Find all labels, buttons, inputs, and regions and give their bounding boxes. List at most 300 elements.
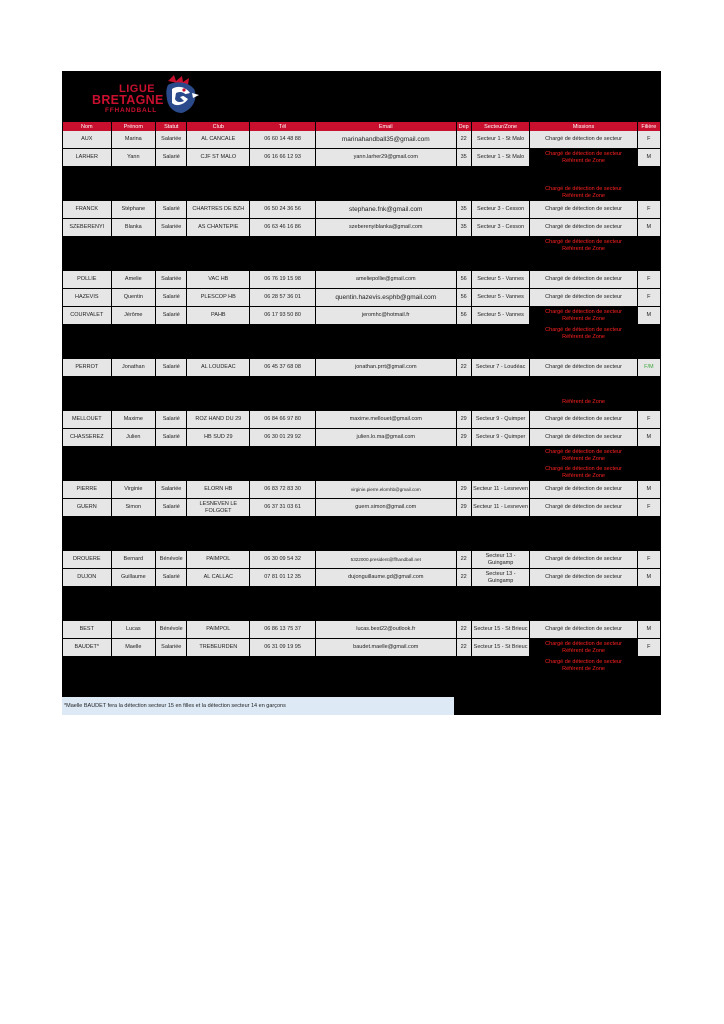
cell-filiere: M <box>638 429 660 447</box>
cell-email: quentin.hazevis.esphb@gmail.com <box>316 289 456 307</box>
spacer-cell <box>187 517 249 534</box>
spacer-cell <box>472 184 530 201</box>
spacer-cell <box>472 377 530 394</box>
spacer-cell <box>156 342 186 359</box>
spacer-cell <box>63 237 111 254</box>
spacer-cell <box>457 342 471 359</box>
table-row <box>63 131 660 149</box>
cell-prenom: Jonathan <box>112 359 156 377</box>
table-row <box>63 359 660 377</box>
spacer-cell <box>316 447 456 464</box>
spacer-cell <box>250 167 315 184</box>
spacer-cell <box>316 184 456 201</box>
spacer-cell <box>472 464 530 481</box>
cell-tel: 07 81 01 12 35 <box>250 569 315 587</box>
cell-mission: Chargé de détection de secteur <box>530 621 636 639</box>
spacer-cell <box>457 325 471 342</box>
spacer-row <box>63 447 660 464</box>
spacer-cell <box>112 587 156 604</box>
cell-mission: Chargé de détection de secteur <box>530 359 636 377</box>
spacer-cell <box>187 587 249 604</box>
spacer-cell <box>457 394 471 411</box>
cell-email: lucas.best22@outlook.fr <box>316 621 456 639</box>
cell-nom: DUJON <box>63 569 111 587</box>
spacer-cell <box>638 657 660 674</box>
spacer-cell <box>156 325 186 342</box>
col-secteur: Secteur/Zone <box>472 122 530 131</box>
cell-secteur: Secteur 1 - St Malo <box>472 149 530 167</box>
spacer-cell <box>63 394 111 411</box>
spacer-cell <box>156 534 186 551</box>
cell-club: TREBEURDEN <box>187 639 249 657</box>
cell-club: PAIMPOL <box>187 621 249 639</box>
header-row <box>63 122 660 131</box>
cell-email: szeberenyiblanka@gmail.com <box>316 219 456 237</box>
spacer-cell <box>638 342 660 359</box>
cell-mission <box>530 517 636 534</box>
col-filiere: Filière <box>638 122 660 131</box>
cell-mission <box>530 167 636 184</box>
cell-nom: GUERN <box>63 499 111 517</box>
spacer-cell <box>250 587 315 604</box>
spacer-cell <box>156 657 186 674</box>
spacer-cell <box>156 464 186 481</box>
spacer-cell <box>187 447 249 464</box>
cell-statut: Salarié <box>156 289 186 307</box>
cell-filiere: F <box>638 411 660 429</box>
spacer-cell <box>457 167 471 184</box>
cell-secteur: Secteur 11 - Lesneven <box>472 499 530 517</box>
cell-club: VAC HB <box>187 271 249 289</box>
spacer-cell <box>112 325 156 342</box>
cell-secteur: Secteur 11 - Lesneven <box>472 481 530 499</box>
spacer-row <box>63 394 660 411</box>
cell-club: CJF ST MALO <box>187 149 249 167</box>
spacer-cell <box>457 657 471 674</box>
cell-dep: 22 <box>457 639 471 657</box>
cell-dep: 29 <box>457 481 471 499</box>
table-row <box>63 149 660 167</box>
cell-prenom: Maxime <box>112 411 156 429</box>
table-row <box>63 411 660 429</box>
table-row <box>63 551 660 569</box>
cell-tel: 06 37 31 03 61 <box>250 499 315 517</box>
spacer-cell <box>112 184 156 201</box>
cell-statut: Salariée <box>156 219 186 237</box>
cell-secteur: Secteur 3 - Cesson <box>472 219 530 237</box>
cell-mission: Chargé de détection de secteur <box>530 219 636 237</box>
cell-dep: 29 <box>457 499 471 517</box>
cell-filiere: M <box>638 149 660 167</box>
cell-dep: 35 <box>457 149 471 167</box>
spacer-cell <box>250 377 315 394</box>
spacer-cell <box>316 342 456 359</box>
cell-mission: Chargé de détection de secteur <box>530 271 636 289</box>
cell-mission: Chargé de détection de secteur <box>530 289 636 307</box>
cell-email: dujonguillaume.gd@gmail.com <box>316 569 456 587</box>
cell-tel: 06 28 57 36 01 <box>250 289 315 307</box>
cell-secteur: Secteur 15 - St Brieuc <box>472 621 530 639</box>
cell-mission: Référent de Zone <box>530 394 636 411</box>
cell-statut: Bénévole <box>156 621 186 639</box>
footnote: *Maelle BAUDET fera la détection secteur 15 en filles et la détection secteur 14 en garçons <box>62 697 454 715</box>
spacer-cell <box>316 254 456 271</box>
cell-mission <box>530 604 636 621</box>
cell-club: ROZ HAND DU 29 <box>187 411 249 429</box>
spacer-cell <box>156 184 186 201</box>
cell-club: AL CALLAC <box>187 569 249 587</box>
spacer-cell <box>250 604 315 621</box>
cell-nom: SZEBERENYI <box>63 219 111 237</box>
cell-dep: 22 <box>457 131 471 149</box>
cell-mission: Chargé de détection de secteur <box>530 551 636 569</box>
spacer-cell <box>472 237 530 254</box>
cell-statut: Salarié <box>156 429 186 447</box>
cell-nom: HAZEVIS <box>63 289 111 307</box>
spacer-cell <box>250 254 315 271</box>
cell-statut: Salarié <box>156 499 186 517</box>
table-row <box>63 307 660 325</box>
spacer-row <box>63 464 660 481</box>
cell-mission: Chargé de détection de secteur Référent de Zone <box>530 464 636 481</box>
spacer-cell <box>112 342 156 359</box>
spacer-cell <box>472 447 530 464</box>
cell-email: yann.larher29@gmail.com <box>316 149 456 167</box>
spacer-row <box>63 604 660 621</box>
spacer-cell <box>63 464 111 481</box>
cell-tel: 06 50 24 36 56 <box>250 201 315 219</box>
cell-nom: FRANCK <box>63 201 111 219</box>
spacer-cell <box>112 657 156 674</box>
col-email: Email <box>316 122 456 131</box>
spacer-cell <box>250 342 315 359</box>
cell-mission: Chargé de détection de secteur Référent de Zone <box>530 657 636 674</box>
spacer-cell <box>638 394 660 411</box>
cell-prenom: Amelie <box>112 271 156 289</box>
spacer-cell <box>316 325 456 342</box>
cell-nom: CHASSEREZ <box>63 429 111 447</box>
cell-secteur: Secteur 9 - Quimper <box>472 411 530 429</box>
spacer-cell <box>63 167 111 184</box>
cell-dep: 29 <box>457 411 471 429</box>
rooster-icon <box>162 75 200 115</box>
cell-club: ELORN HB <box>187 481 249 499</box>
cell-dep: 35 <box>457 201 471 219</box>
cell-tel: 06 86 13 75 37 <box>250 621 315 639</box>
spacer-cell <box>112 517 156 534</box>
cell-nom: COURVALET <box>63 307 111 325</box>
cell-prenom: Stéphane <box>112 201 156 219</box>
spacer-cell <box>316 394 456 411</box>
cell-nom: BAUDET* <box>63 639 111 657</box>
cell-mission: Chargé de détection de secteur Référent de Zone <box>530 639 636 657</box>
spacer-cell <box>472 604 530 621</box>
cell-statut: Salarié <box>156 201 186 219</box>
cell-statut: Salariée <box>156 271 186 289</box>
cell-nom: AUX <box>63 131 111 149</box>
spacer-cell <box>63 342 111 359</box>
spacer-cell <box>156 394 186 411</box>
col-statut: Statut <box>156 122 186 131</box>
cell-dep: 29 <box>457 429 471 447</box>
cell-dep: 22 <box>457 551 471 569</box>
spacer-cell <box>250 517 315 534</box>
cell-statut: Bénévole <box>156 551 186 569</box>
cell-mission: Chargé de détection de secteur <box>530 411 636 429</box>
cell-filiere: M <box>638 481 660 499</box>
spacer-cell <box>187 394 249 411</box>
spacer-cell <box>316 237 456 254</box>
spacer-cell <box>63 587 111 604</box>
spacer-cell <box>638 534 660 551</box>
cell-mission <box>530 254 636 271</box>
spacer-cell <box>457 604 471 621</box>
spacer-cell <box>112 167 156 184</box>
cell-filiere: F <box>638 201 660 219</box>
col-prenom: Prénom <box>112 122 156 131</box>
spacer-cell <box>457 534 471 551</box>
cell-tel: 06 17 93 50 80 <box>250 307 315 325</box>
table-row <box>63 639 660 657</box>
logo-line2: BRETAGNE <box>92 93 164 107</box>
cell-prenom: Virginie <box>112 481 156 499</box>
spacer-cell <box>316 587 456 604</box>
cell-mission: Chargé de détection de secteur <box>530 569 636 587</box>
spacer-cell <box>472 517 530 534</box>
cell-club: AL CANCALE <box>187 131 249 149</box>
spacer-cell <box>187 657 249 674</box>
cell-email: baudet.maelle@gmail.com <box>316 639 456 657</box>
cell-email: ameliepollie@gmail.com <box>316 271 456 289</box>
spacer-cell <box>63 447 111 464</box>
cell-email: guern.simon@gmail.com <box>316 499 456 517</box>
col-nom: Nom <box>63 122 111 131</box>
spacer-cell <box>457 237 471 254</box>
spacer-cell <box>187 325 249 342</box>
cell-email: stephane.fnk@gmail.com <box>316 201 456 219</box>
spacer-cell <box>316 377 456 394</box>
cell-statut: Salariée <box>156 481 186 499</box>
spacer-cell <box>187 237 249 254</box>
cell-nom: MELLOUET <box>63 411 111 429</box>
cell-prenom: Bernard <box>112 551 156 569</box>
cell-mission <box>530 342 636 359</box>
cell-nom: BEST <box>63 621 111 639</box>
cell-nom: POLLIE <box>63 271 111 289</box>
spacer-cell <box>250 184 315 201</box>
league-logo <box>92 75 202 119</box>
cell-nom: PERROT <box>63 359 111 377</box>
cell-dep: 56 <box>457 289 471 307</box>
cell-tel: 06 76 19 15 98 <box>250 271 315 289</box>
spacer-cell <box>156 254 186 271</box>
cell-tel: 06 84 66 97 80 <box>250 411 315 429</box>
spacer-cell <box>638 254 660 271</box>
contacts-table <box>62 122 661 674</box>
spacer-cell <box>187 464 249 481</box>
cell-club: CHARTRES DE BZH <box>187 201 249 219</box>
spacer-row <box>63 534 660 551</box>
col-dep: Dep <box>457 122 471 131</box>
spacer-cell <box>250 394 315 411</box>
spacer-cell <box>63 657 111 674</box>
cell-mission <box>530 587 636 604</box>
spacer-cell <box>316 657 456 674</box>
spacer-cell <box>472 167 530 184</box>
spacer-cell <box>112 377 156 394</box>
spacer-cell <box>112 254 156 271</box>
spacer-cell <box>63 184 111 201</box>
cell-club: AS CHANTEPIE <box>187 219 249 237</box>
cell-mission: Chargé de détection de secteur Référent de Zone <box>530 149 636 167</box>
cell-dep: 22 <box>457 359 471 377</box>
cell-club: PLESCOP HB <box>187 289 249 307</box>
spacer-cell <box>457 184 471 201</box>
spacer-cell <box>472 254 530 271</box>
cell-prenom: Jérôme <box>112 307 156 325</box>
spacer-cell <box>472 657 530 674</box>
cell-secteur: Secteur 7 - Loudéac <box>472 359 530 377</box>
cell-statut: Salariée <box>156 639 186 657</box>
cell-prenom: Simon <box>112 499 156 517</box>
spacer-cell <box>472 587 530 604</box>
cell-club: HB SUD 29 <box>187 429 249 447</box>
spacer-cell <box>457 254 471 271</box>
cell-tel: 06 30 01 29 92 <box>250 429 315 447</box>
col-club: Club <box>187 122 249 131</box>
cell-prenom: Julien <box>112 429 156 447</box>
cell-filiere: F <box>638 639 660 657</box>
spacer-row <box>63 167 660 184</box>
spacer-cell <box>638 517 660 534</box>
spacer-cell <box>457 587 471 604</box>
cell-club: LESNEVEN LE FOLGOET <box>187 499 249 517</box>
cell-nom: PIERRE <box>63 481 111 499</box>
cell-dep: 56 <box>457 307 471 325</box>
spacer-cell <box>638 184 660 201</box>
spacer-cell <box>187 534 249 551</box>
cell-statut: Salarié <box>156 569 186 587</box>
cell-mission: Chargé de détection de secteur <box>530 481 636 499</box>
cell-email: maxime.mellouet@gmail.com <box>316 411 456 429</box>
spacer-row <box>63 587 660 604</box>
spacer-cell <box>187 342 249 359</box>
spacer-cell <box>156 447 186 464</box>
spacer-cell <box>156 604 186 621</box>
cell-filiere: F/M <box>638 359 660 377</box>
cell-secteur: Secteur 15 - St Brieuc <box>472 639 530 657</box>
cell-email: jonathan.prrt@gmail.com <box>316 359 456 377</box>
cell-filiere: M <box>638 219 660 237</box>
cell-filiere: F <box>638 271 660 289</box>
cell-tel: 06 30 09 54 32 <box>250 551 315 569</box>
spacer-cell <box>156 237 186 254</box>
cell-secteur: Secteur 3 - Cesson <box>472 201 530 219</box>
cell-statut: Salarié <box>156 149 186 167</box>
table-row <box>63 621 660 639</box>
spacer-cell <box>250 325 315 342</box>
table-row <box>63 201 660 219</box>
spacer-cell <box>316 534 456 551</box>
cell-secteur: Secteur 5 - Vannes <box>472 271 530 289</box>
spacer-cell <box>250 464 315 481</box>
spacer-cell <box>187 377 249 394</box>
cell-email: julien.lo.ma@gmail.com <box>316 429 456 447</box>
spacer-cell <box>187 604 249 621</box>
cell-prenom: Maelle <box>112 639 156 657</box>
cell-nom: DROUERE <box>63 551 111 569</box>
spacer-cell <box>316 464 456 481</box>
cell-filiere: M <box>638 569 660 587</box>
cell-prenom: Marina <box>112 131 156 149</box>
spacer-cell <box>638 464 660 481</box>
cell-prenom: Lucas <box>112 621 156 639</box>
cell-mission <box>530 377 636 394</box>
spacer-row <box>63 325 660 342</box>
spacer-cell <box>472 534 530 551</box>
cell-statut: Salarié <box>156 307 186 325</box>
spacer-cell <box>63 534 111 551</box>
cell-mission: Chargé de détection de secteur <box>530 429 636 447</box>
spacer-cell <box>638 604 660 621</box>
cell-secteur: Secteur 5 - Vannes <box>472 289 530 307</box>
spacer-cell <box>63 377 111 394</box>
spacer-cell <box>472 325 530 342</box>
cell-tel: 06 31 09 19 95 <box>250 639 315 657</box>
spacer-cell <box>638 377 660 394</box>
cell-secteur: Secteur 13 - Guingamp <box>472 569 530 587</box>
cell-mission: Chargé de détection de secteur Référent de Zone <box>530 447 636 464</box>
cell-secteur: Secteur 5 - Vannes <box>472 307 530 325</box>
spacer-cell <box>63 325 111 342</box>
spacer-cell <box>112 394 156 411</box>
cell-club: PAHB <box>187 307 249 325</box>
cell-tel: 06 60 14 48 88 <box>250 131 315 149</box>
spacer-cell <box>156 587 186 604</box>
spacer-cell <box>457 517 471 534</box>
table-row <box>63 499 660 517</box>
cell-tel: 06 45 37 68 08 <box>250 359 315 377</box>
spacer-cell <box>250 237 315 254</box>
spacer-cell <box>316 517 456 534</box>
logo-line1: LIGUE <box>119 83 156 95</box>
table-row <box>63 289 660 307</box>
logo-line3: FFHANDBALL <box>105 107 158 114</box>
spacer-cell <box>112 604 156 621</box>
spacer-cell <box>457 377 471 394</box>
cell-filiere: F <box>638 289 660 307</box>
spacer-cell <box>472 342 530 359</box>
spacer-cell <box>187 184 249 201</box>
spacer-cell <box>187 254 249 271</box>
contact-sheet <box>62 71 661 715</box>
cell-filiere: F <box>638 131 660 149</box>
cell-filiere: M <box>638 621 660 639</box>
cell-email: marinahandball35@gmail.com <box>316 131 456 149</box>
col-missions: Missions <box>530 122 636 131</box>
table-row <box>63 481 660 499</box>
spacer-cell <box>112 464 156 481</box>
spacer-cell <box>63 604 111 621</box>
cell-mission: Chargé de détection de secteur <box>530 201 636 219</box>
table-row <box>63 219 660 237</box>
cell-nom: LARHER <box>63 149 111 167</box>
cell-tel: 06 16 66 12 93 <box>250 149 315 167</box>
cell-mission: Chargé de détection de secteur Référent de Zone <box>530 307 636 325</box>
spacer-cell <box>112 447 156 464</box>
spacer-row <box>63 237 660 254</box>
cell-secteur: Secteur 13 - Guingamp <box>472 551 530 569</box>
